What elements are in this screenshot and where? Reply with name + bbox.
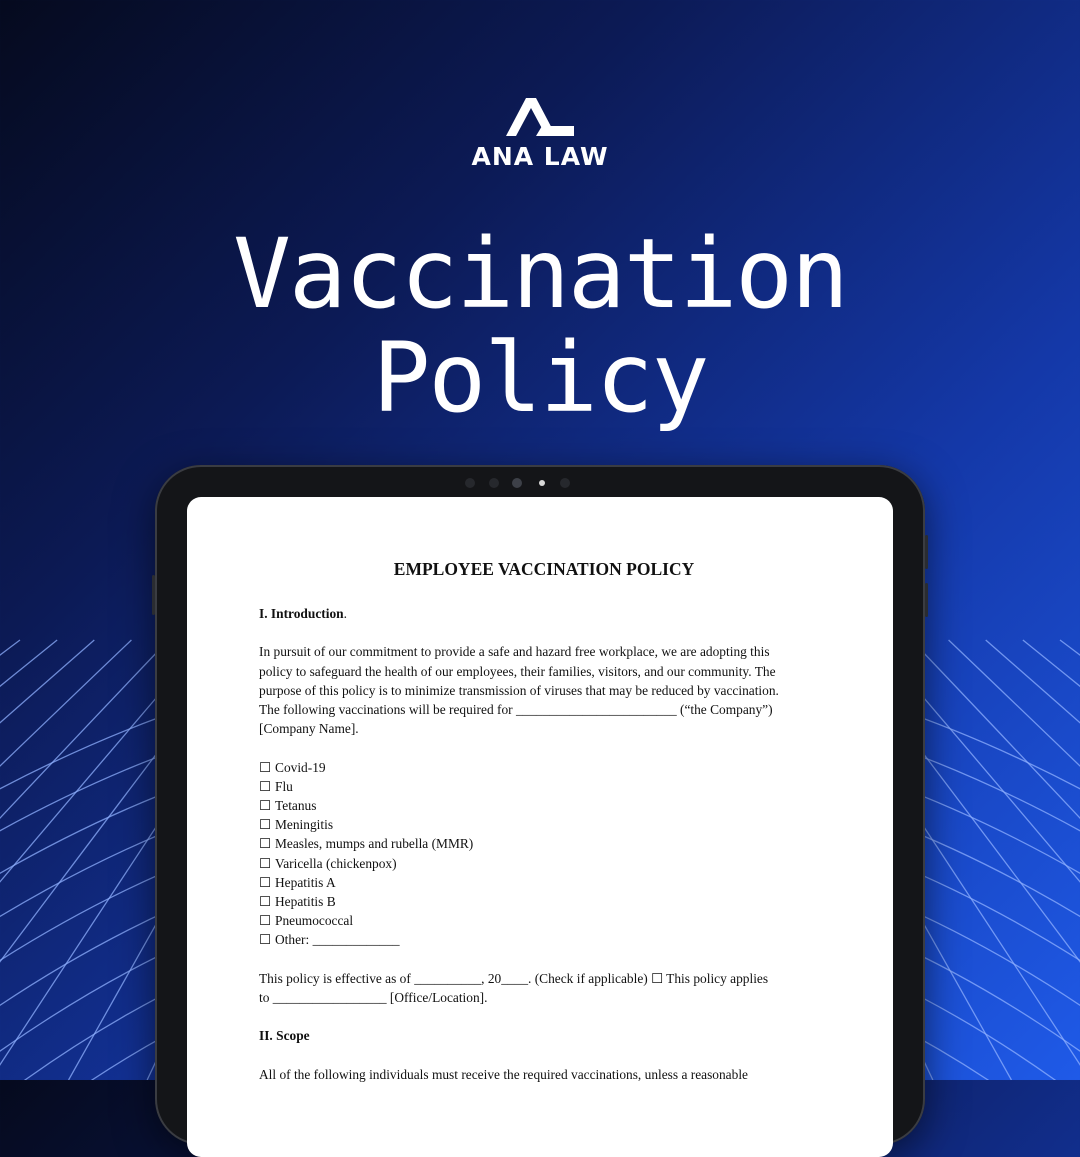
checkbox-icon[interactable]: ☐ xyxy=(259,913,272,929)
tablet-side-button xyxy=(925,535,928,569)
checkbox-icon[interactable]: ☐ xyxy=(259,778,272,794)
vaccine-label: Measles, mumps and rubella (MMR) xyxy=(275,836,474,852)
vaccine-checkbox-item[interactable] xyxy=(259,834,829,853)
vaccine-label: Hepatitis A xyxy=(275,874,336,890)
camera-indicator xyxy=(539,480,545,486)
globe-meridian-line xyxy=(1023,640,1080,1080)
section-1-heading-text: I. Introduction xyxy=(259,606,344,621)
section-1-heading-suffix: . xyxy=(343,606,347,621)
brand-logo xyxy=(0,96,1080,171)
intro-line: [Company Name]. xyxy=(259,721,359,737)
vaccine-checkbox-item[interactable] xyxy=(259,796,829,815)
checkbox-icon[interactable]: ☐ xyxy=(259,932,272,948)
vaccine-label: Tetanus xyxy=(275,798,317,813)
vaccine-checkbox-item[interactable] xyxy=(259,873,829,892)
tablet-side-button xyxy=(925,583,928,617)
vaccine-checkbox-item[interactable] xyxy=(259,777,829,796)
globe-meridian-line xyxy=(0,640,20,1080)
checkbox-icon[interactable]: ☐ xyxy=(259,798,272,813)
policy-document xyxy=(259,559,829,1084)
vaccine-checkbox-item[interactable] xyxy=(259,854,829,873)
effective-line: This policy is effective as of __________, 20____. (Check if applicable) ☐ This policy applies xyxy=(259,970,769,986)
globe-meridian-line xyxy=(986,640,1080,1080)
checkbox-icon[interactable]: ☐ xyxy=(259,759,272,775)
tablet-device xyxy=(155,465,925,1145)
globe-meridian-line xyxy=(1060,640,1080,1080)
scope-line: All of the following individuals must receive the required vaccinations, unless a reasonable xyxy=(259,1066,748,1082)
vaccine-label: Varicella (chickenpox) xyxy=(275,855,397,871)
globe-meridian-line xyxy=(911,640,1080,1080)
effective-line: to _________________ [Office/Location]. xyxy=(259,990,488,1006)
vaccine-label: Other: _____________ xyxy=(275,932,400,948)
camera-lens xyxy=(512,478,522,488)
tablet-side-button xyxy=(152,575,155,615)
hero-title xyxy=(0,218,1080,434)
vaccine-checkbox-item[interactable] xyxy=(259,892,829,911)
checkbox-icon[interactable]: ☐ xyxy=(259,817,272,833)
vaccine-checklist xyxy=(259,758,829,950)
section-1-heading xyxy=(259,604,829,623)
checkbox-icon[interactable]: ☐ xyxy=(259,855,272,871)
intro-line: The following vaccinations will be required for ________________________ (“the Company”) xyxy=(259,702,773,717)
brand-name: ANA LAW xyxy=(471,142,609,171)
vaccine-label: Hepatitis B xyxy=(275,894,336,910)
effective-date-paragraph xyxy=(259,969,829,1007)
globe-meridian-line xyxy=(0,640,169,1080)
hero-title-line-2: Policy xyxy=(372,322,708,434)
intro-line: purpose of this policy is to minimize transmission of viruses that may be reduced by vaccination. xyxy=(259,682,779,698)
document-title: EMPLOYEE VACCINATION POLICY xyxy=(393,559,695,579)
section-2-heading: II. Scope xyxy=(259,1028,310,1044)
vaccine-checkbox-item[interactable] xyxy=(259,758,829,777)
globe-meridian-line xyxy=(0,640,94,1080)
checkbox-icon[interactable]: ☐ xyxy=(259,894,272,910)
vaccine-label: Meningitis xyxy=(275,817,334,833)
checkbox-icon[interactable]: ☐ xyxy=(259,874,272,890)
tablet-screen xyxy=(187,497,893,1157)
vaccine-checkbox-item[interactable] xyxy=(259,815,829,834)
checkbox-icon[interactable]: ☐ xyxy=(259,836,272,852)
ana-law-logo-icon xyxy=(500,96,580,138)
vaccine-label: Pneumococcal xyxy=(275,913,354,929)
intro-line: policy to safeguard the health of our employees, their families, visitors, and our community. The xyxy=(259,663,776,679)
camera-dot xyxy=(560,478,570,488)
vaccine-label: Covid-19 xyxy=(275,759,326,775)
intro-line: In pursuit of our commitment to provide a safe and hazard free workplace, we are adopting this xyxy=(259,644,770,660)
camera-dot xyxy=(489,478,499,488)
globe-meridian-line xyxy=(0,640,57,1080)
vaccine-checkbox-item[interactable] xyxy=(259,930,829,949)
vaccine-label: Flu xyxy=(275,778,293,794)
introduction-paragraph xyxy=(259,642,829,738)
camera-dot xyxy=(465,478,475,488)
hero-title-line-1: Vaccination xyxy=(233,218,847,330)
vaccine-checkbox-item[interactable] xyxy=(259,911,829,930)
